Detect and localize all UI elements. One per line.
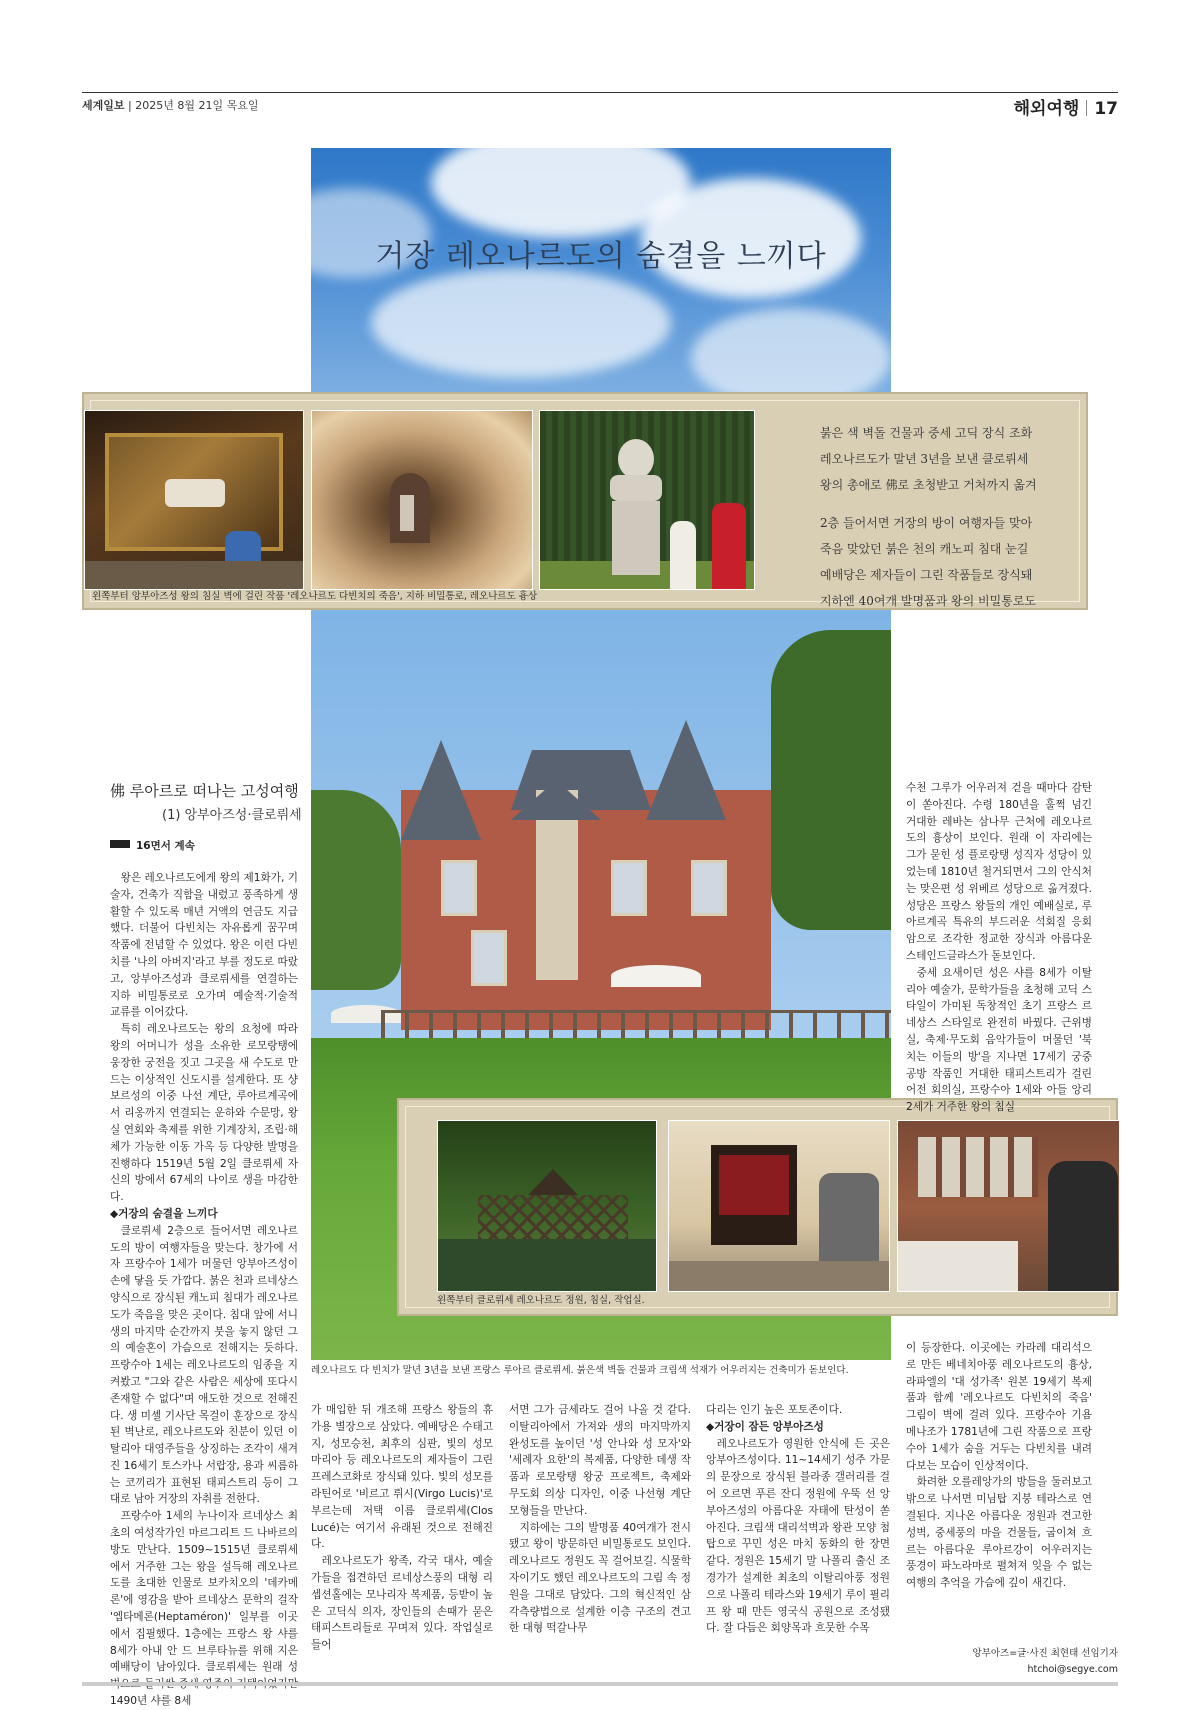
bottom-band-caption: 왼쪽부터 클로뤼세 레오나르도 정원, 침실, 작업실.	[437, 1295, 645, 1306]
email: htchoi@segye.com	[1027, 1664, 1118, 1675]
top-band-caption: 왼쪽부터 앙부아즈성 왕의 침실 벽에 걸린 작품 '레오나르도 다빈치의 죽음', 지하 비밀통로, 레오나르도 흉상	[92, 591, 538, 602]
painting-photo	[84, 410, 304, 590]
section-header	[1014, 94, 1118, 119]
masthead: 세계일보 | 2025년 8월 21일 목요일	[82, 99, 259, 112]
bust-photo	[539, 410, 755, 590]
bedroom-photo	[668, 1120, 890, 1292]
pull-quote-block-2: 2층 들어서면 거장의 방이 여행자들 맞아 죽음 맞았던 붉은 천의 캐노피 침대 눈길 예배당은 제자들이 그린 작품들로 장식돼 지하엔 40여개 발명품과 왕의 비밀통로도	[820, 516, 1037, 608]
subheading-1: ◆거장의 숨결을 느끼다	[110, 1207, 218, 1220]
article-column-4: 다리는 인기 높은 포토존이다. ◆거장이 잠든 앙부아즈성 레오나르도가 영원한 안식에 든 곳은 앙부아즈성이다. 11~14세기 성주 가문의 문장으로 장식된 블라종 갤러리를 걸어 오르면 푸른 잔디 정원에 우뚝 선 앙부아즈성의 아름다운 자태에 탄성이 쏟아진다. 크림색 대리석벽과 왕관 모양 첨탑으로 꾸민 성은 마치 동화의 한 장면 같다. 정원은 15세기 말 나폴리 출신 조경가가 설계한 최초의 이탈리아풍 정원으로 나폴리 테라스와 19세기 루이 필리프 왕 때 만든 영국식 공원으로 조성됐다. 잘 다듬은 회양목과 흐뭇한 수목	[706, 1404, 890, 1635]
page-number: 17	[1094, 99, 1118, 119]
castle-caption: 레오나르도 다 빈치가 말년 3년을 보낸 프랑스 루아르 클로뤼세. 붉은색 벽돌 건물과 크림색 석재가 어우러지는 건축미가 돋보인다.	[311, 1365, 849, 1376]
arrow-icon	[110, 840, 130, 848]
article-column-2: 가 매입한 뒤 개조해 프랑스 왕들의 휴가용 별장으로 삼았다. 예배당은 수태고지, 성모승천, 최후의 심판, 빛의 성모 마리아 등 레오나르도의 제자들이 그린 프레스코화로 장식돼 있다. 빛의 성모를 라틴어로 '비르고 뤼시(Virgo Lucis)'로 부르는데 저택 이름 클로뤼세(Clos Lucé)는 여기서 유래된 것으로 전해진다. 레오나르도가 왕족, 각국 대사, 예술가들을 접견하던 르네상스풍의 대형 리셉션홀에는 모나리자 복제품, 등받이 높은 고딕식 의자, 장인들의 손때가 묻은 태피스트리들로 꾸며져 있다. 작업실로 들어	[311, 1404, 493, 1652]
article-column-3: 서면 그가 금세라도 걸어 나올 것 같다. 이탈리아에서 가져와 생의 마지막까지 완성도를 높이던 '성 안나와 성 모자'와 '세례자 요한'의 복제품, 다양한 데생 작품과 로모랑탱 왕궁 프로젝트, 축제와 무도회 의상 디자인, 이중 나선형 계단 모형들을 만난다. 지하에는 그의 발명품 40여개가 전시됐고 왕이 방문하던 비밀통로도 보인다. 레오나르도 정원도 꼭 걸어보길. 식물학자이기도 했던 레오나르도의 그림 속 정원을 그대로 담았다. 그의 혁신적인 삼각측량법으로 설계한 이층 구조의 견고한 대형 떡갈나무	[509, 1404, 691, 1635]
byline: 앙부아즈=글·사진 최현태 선임기자 htchoi@segye.com	[973, 1646, 1119, 1678]
series-kicker: 佛 루아르로 떠나는 고성여행	[110, 782, 299, 800]
continued-note: 16면서 계속	[110, 838, 195, 853]
tunnel-photo	[311, 410, 533, 590]
issue-date: 2025년 8월 21일 목요일	[135, 99, 259, 112]
paper-name: 세계일보	[82, 99, 125, 112]
subheading-2: ◆거장이 잠든 앙부아즈성	[706, 1420, 824, 1433]
series-subtitle: (1) 앙부아즈성·클로뤼세	[162, 808, 302, 823]
article-column-1: 왕은 레오나르도에게 왕의 제1화가, 기술자, 건축가 직함을 내렸고 풍족하게 생활할 수 있도록 매년 거액의 연금도 지급했다. 더불어 다빈치는 자유롭게 꿈꾸며 작품에 전념할 수 있었다. 왕은 이런 다빈치를 '나의 아버지'라고 부를 정도로 따랐고, 앙부아즈성과 클로뤼세를 연결하는 지하 비밀통로로 오가며 예술적·기술적 교류를 이어갔다. 특히 레오나르도는 왕의 요청에 따라 왕의 어머니가 성을 소유한 로모랑탱에 웅장한 궁전을 짓고 그곳을 새 수도로 만드는 이상적인 신도시를 설계한다. 또 샹보르성의 이중 나선 계단, 루아르계곡에서 리옹까지 연결되는 운하와 수문망, 왕실 연회와 축제를 위한 기계장치, 조립·해체가 가능한 이동 가옥 등 다양한 발명을 진행하다 1519년 5월 2일 클로뤼세 자신의 방에서 67세의 나이로 생을 마감한다. ◆거장의 숨결을 느끼다 클로뤼세 2층으로 들어서면 레오나르도의 방이 여행자들을 맞는다. 창가에 서자 프랑수아 1세가 머물던 앙부아즈성이 손에 닿을 듯 가깝다. 붉은 천과 르네상스 양식으로 장식된 캐노피 침대가 레오나르도가 죽음을 맞은 곳이다. 침대 앞에 서니 생의 마지막 순간까지 붓을 놓지 않던 그의 예술혼이 가슴으로 전해지는 듯하다. 프랑수아 1세는 레오나르도의 임종을 지켜봤고 "그와 같은 사람은 세상에 또다시 존재할 수 없다"며 애도한 것으로 전해진다. 생 미셸 기사단 목걸이 훈장으로 장식된 벽난로, 레오나르도와 친분이 있던 이탈리아 대영주들을 상징하는 조각이 새겨진 16세기 토스카나 서랍장, 용과 씨름하는 코끼리가 표현된 태피스트리 등이 그대로 남아 거장의 자취를 전한다. 프랑수아 1세의 누나이자 르네상스 최초의 여성작가인 마르그리트 드 나바르의 방도 만난다. 1509~1515년 클로뤼세에서 거주한 그는 왕을 설득해 레오나르도를 초대한 인물로 보카치오의 '데카메론'에 영감을 받아 르네상스 문학의 걸작 '엡타메론(Heptaméron)' 일부를 이곳에서 집필했다. 1층에는 프랑스 왕 샤를 8세가 아내 안 드 브루타뉴를 위해 지은 예배당이 남아있다. 클로뤼세는 원래 성 1490년 샤를 8세	[110, 872, 298, 1708]
article-column-5-bottom: 이 등장한다. 이곳에는 카라레 대리석으로 만든 베네치아풍 레오나르도의 흉상, 라파엘의 '대 성가족' 원본 19세기 복제품과 함께 '레오나르도 다빈치의 죽음' 그림이 벽에 걸려 있다. 프랑수아 기욤 메나조가 1781년에 그린 작품으로 프랑수아 1세가 숨을 거두는 다빈치를 내려다보는 모습이 인상적이다. 화려한 오를레앙가의 방들을 둘러보고 밖으로 나서면 미님탑 지붕 테라스로 연결된다. 지나온 아름다운 정원과 견고한 성벽, 중세풍의 마을 건물들, 굽이쳐 흐르는 아름다운 루아르강이 어우러지는 풍경이 파노라마로 펼쳐져 잊을 수 없는 여행의 추억을 가슴에 깊이 새긴다.	[906, 1342, 1092, 1590]
workshop-photo	[897, 1120, 1120, 1292]
garden-photo	[437, 1120, 657, 1292]
section-title: 해외여행	[1013, 99, 1080, 119]
pull-quote-block-1: 붉은 색 벽돌 건물과 중세 고딕 장식 조화 레오나르도가 말년 3년을 보낸 클로뤼세 왕의 총애로 佛로 초청받고 거처까지 옮겨	[820, 426, 1037, 492]
article-column-5-top: 수천 그루가 어우러져 걷을 때마다 감탄이 쏟아진다. 수령 180년을 훌쩍 넘긴 거대한 레바논 삼나무 근처에 레오나르도의 흉상이 보인다. 원래 이 자리에는 그가 묻힌 성 플로랑탱 성직자 성당이 있었는데 1810년 철거되면서 그의 안식처는 맞은편 성 위베르 성당으로 옮겨졌다. 성당은 프랑스 왕들의 개인 예배실로, 루아르계곡 특유의 부드러운 석회질 응회암으로 조각한 정교한 장식과 아름다운 스테인드글라스가 돋보인다. 중세 요새이던 성은 샤를 8세가 이탈리아 예술가, 문학가들을 초청해 고딕 스타일이 가미된 독창적인 초기 프랑스 르네상스 스타일로 완전히 바꿨다. 근위병실, 축제·무도회 음악가들이 머물던 '북 치는 이들의 방'을 지나면 17세기 궁중 공방 작품인 거대한 태피스트리가 걸린 어전 회의실, 프랑수아 1세와 아들 앙리 2세가 거주한 왕의 침실	[906, 782, 1092, 1114]
header-rule	[82, 92, 1118, 93]
headline: 거장 레오나르도의 숨결을 느끼다	[375, 239, 827, 274]
pull-quote	[820, 420, 1070, 626]
hero-sky-photo	[311, 148, 891, 400]
bottom-rule	[82, 1682, 1118, 1686]
